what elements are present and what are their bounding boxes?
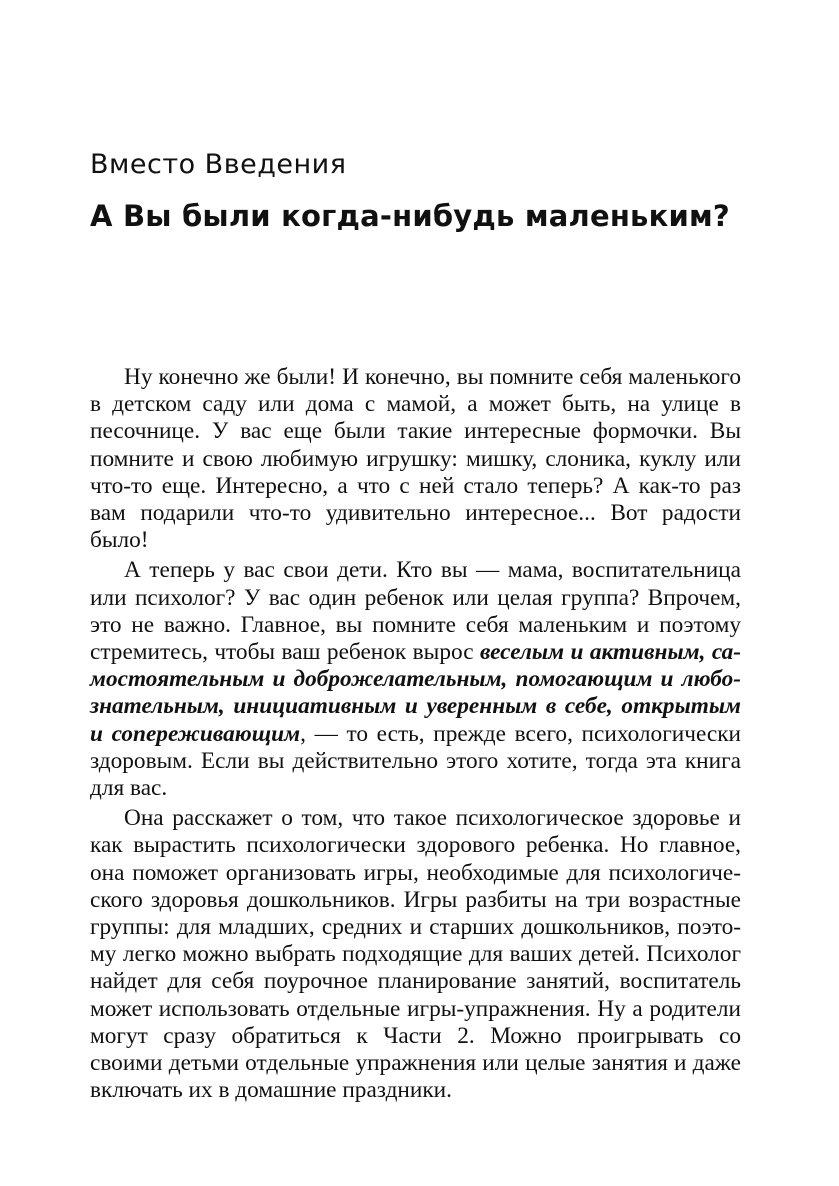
- paragraph-2: [90, 557, 741, 802]
- paragraph-1: Ну конечно же были! И конечно, вы помните себя маленького в детском саду или дома с мамой, а может быть, на улице в песочнице. У вас еще были такие интересные формочки. Вы помните и свою любимую игрушку: мишку, слоника, куклу или что-то еще. Интересно, а что с ней стало теперь? А как-то раз вам подарили что-то удивительно интересное... Вот радости было!: [90, 364, 741, 554]
- chapter-title: А Вы были когда-нибудь маленьким?: [90, 199, 730, 233]
- body-text: [90, 364, 741, 1104]
- paragraph-2-start: А теперь у вас свои дети. Кто вы — мама, воспитательница или психолог? У вас один ребенок или целая группа? Впрочем, это не важно. Главное, вы помните себя маленьким и поэтому стремитесь, чтобы ваш ребенок вырос: [90, 557, 741, 666]
- paragraph-2-end: , — то есть, прежде всего, психологически здоровым. Если вы действительно этого хотите, тогда эта книга для вас.: [90, 720, 741, 802]
- chapter-heading: [90, 146, 770, 236]
- paragraph-2-emphasis: веселым и активным, самостоятельным и доброжелательным, помогающим и любознательным, инициативным и уверенным в себе, открытым и сопереживающим: [90, 639, 741, 747]
- paragraph-3: Она расскажет о том, что такое психологическое здоровье и как вырастить психологически здорового ребенка. Но главное, она поможет организовать игры, необходимые для психологического здоровья дошкольников. Игры разбиты на три возрастные группы: для младших, средних и старших дошкольников, поэтому легко можно выбрать подходящие для ваших детей. Психолог найдет для себя поурочное планирование занятий, воспитатель может использовать отдельные игры-упражнения. Ну а родители могут сразу обратиться к Части 2. Можно проигрывать со своими детьми отдельные упражнения или целые занятия и даже включать их в домашние праздники.: [90, 805, 741, 1104]
- section-label: Вместо Введения: [90, 149, 347, 180]
